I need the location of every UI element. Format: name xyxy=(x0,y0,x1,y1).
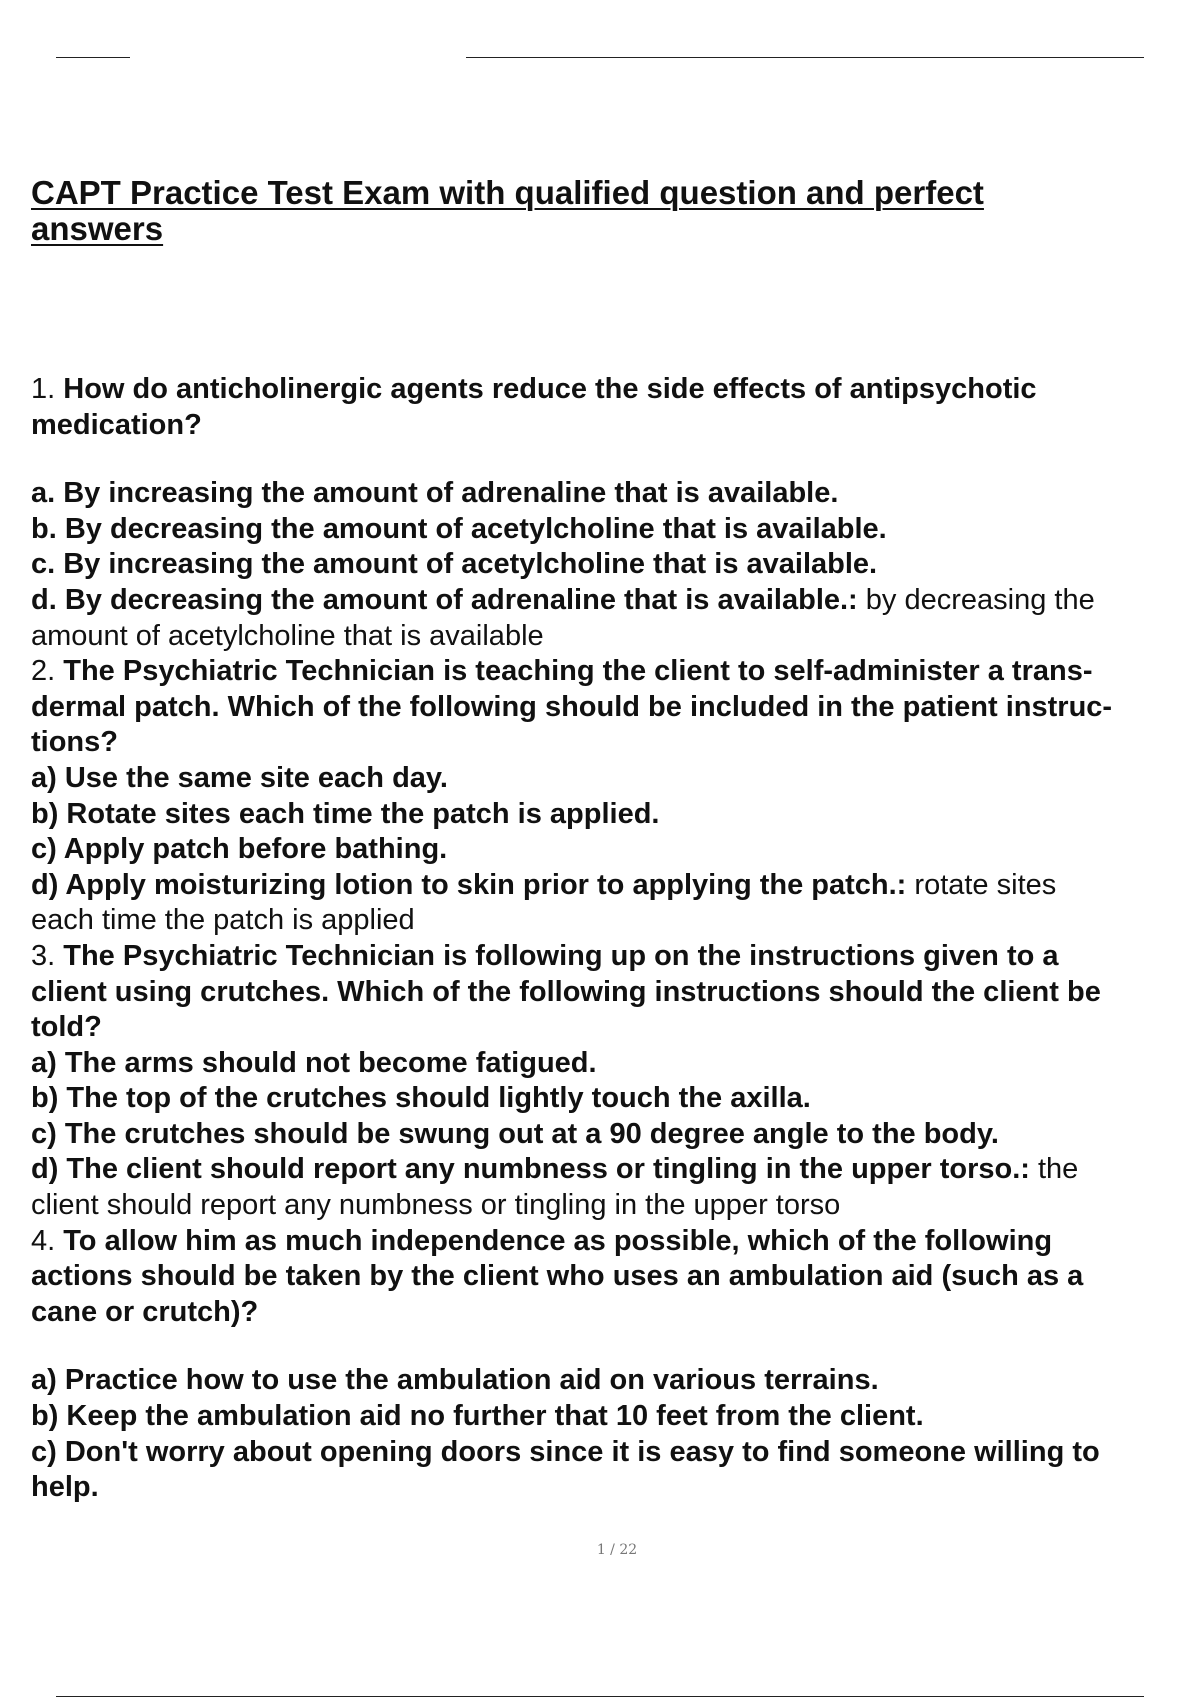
question-3-prompt-line xyxy=(31,939,1200,975)
option-text: d. By decreasing the amount of adrenaline that is available.: xyxy=(31,583,858,616)
question-4-prompt-line: cane or crutch)? xyxy=(31,1295,259,1328)
answer-text: rotate sites xyxy=(914,868,1057,901)
question-text: The Psychiatric Technician is teaching the client to self-administer a trans- xyxy=(63,655,1093,688)
question-1-prompt-line: medication? xyxy=(31,408,202,441)
answer-text: the xyxy=(1037,1153,1079,1186)
question-number: 4. xyxy=(31,1224,56,1257)
question-3-option-d xyxy=(31,1152,1200,1188)
question-3-prompt-line: told? xyxy=(31,1011,102,1044)
footer-rule xyxy=(56,1696,1144,1697)
page-number: 1 / 22 xyxy=(596,1542,638,1558)
option-text: d) The client should report any numbness or tingling in the upper torso.: xyxy=(31,1153,1030,1186)
question-text: To allow him as much independence as possible, which of the following xyxy=(63,1224,1053,1257)
question-4-option-a: a) Practice how to use the ambulation aid on various terrains. xyxy=(31,1364,879,1397)
title-line-2: answers xyxy=(31,210,164,247)
question-number: 2. xyxy=(31,655,56,688)
header-rule-right xyxy=(466,57,1144,58)
question-2-option-d xyxy=(31,868,1200,904)
question-4-option-c: c) Don't worry about opening doors since it is easy to find someone willing to xyxy=(31,1435,1100,1468)
question-1-prompt-line xyxy=(31,372,1200,408)
document-title xyxy=(31,175,1151,247)
question-3-prompt-line: client using crutches. Which of the following instructions should the client be xyxy=(31,975,1101,1008)
question-2-prompt-line: tions? xyxy=(31,726,118,759)
option-text: d) Apply moisturizing lotion to skin prior to applying the patch.: xyxy=(31,868,907,901)
question-2-option-c: c) Apply patch before bathing. xyxy=(31,833,448,866)
question-4-option-c-continuation: help. xyxy=(31,1471,99,1504)
question-number: 3. xyxy=(31,939,56,972)
question-1-option-a: a. By increasing the amount of adrenaline that is available. xyxy=(31,477,839,510)
question-4-prompt-line: actions should be taken by the client who uses an ambulation aid (such as a xyxy=(31,1260,1084,1293)
answer-text: by decreasing the xyxy=(865,583,1095,616)
question-4-prompt-line xyxy=(31,1224,1200,1260)
question-3-option-c: c) The crutches should be swung out at a 90 degree angle to the body. xyxy=(31,1117,999,1150)
question-1-option-c: c. By increasing the amount of acetylcholine that is available. xyxy=(31,548,878,581)
question-3-option-b: b) The top of the crutches should lightly touch the axilla. xyxy=(31,1082,811,1115)
question-list xyxy=(31,372,1200,1506)
question-1-option-b: b. By decreasing the amount of acetylcholine that is available. xyxy=(31,512,887,545)
question-1-option-d xyxy=(31,583,1200,619)
question-1-answer-continuation: amount of acetylcholine that is available xyxy=(31,619,544,652)
title-line-1: CAPT Practice Test Exam with qualified question and perfect xyxy=(31,174,984,211)
header-rule-left xyxy=(56,57,130,58)
question-3-option-a: a) The arms should not become fatigued. xyxy=(31,1046,597,1079)
spacer xyxy=(31,1330,1200,1363)
spacer xyxy=(31,443,1200,476)
question-2-prompt-line: dermal patch. Which of the following should be included in the patient instruc- xyxy=(31,690,1113,723)
question-text: The Psychiatric Technician is following up on the instructions given to a xyxy=(63,939,1059,972)
question-2-answer-continuation: each time the patch is applied xyxy=(31,904,415,937)
question-text: How do anticholinergic agents reduce the side effects of antipsychotic xyxy=(63,373,1037,405)
question-2-prompt-line xyxy=(31,654,1200,690)
question-4-option-b: b) Keep the ambulation aid no further that 10 feet from the client. xyxy=(31,1400,924,1433)
question-2-option-b: b) Rotate sites each time the patch is applied. xyxy=(31,797,660,830)
question-2-option-a: a) Use the same site each day. xyxy=(31,761,448,794)
question-number: 1. xyxy=(31,373,56,405)
question-3-answer-continuation: client should report any numbness or tingling in the upper torso xyxy=(31,1189,841,1222)
